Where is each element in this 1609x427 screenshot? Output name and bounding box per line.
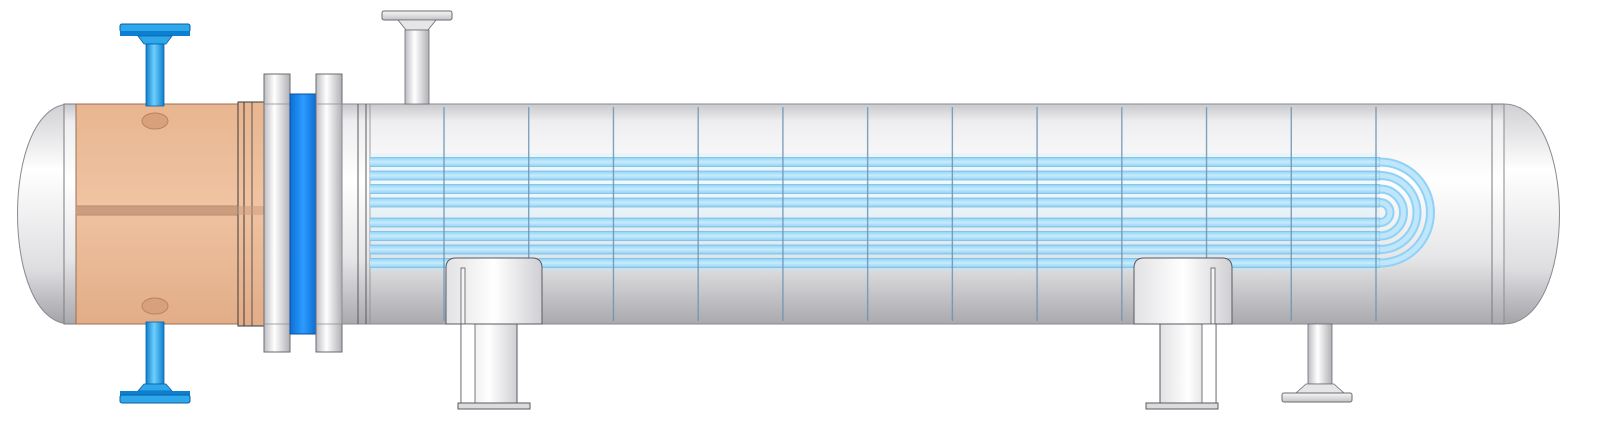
tube-lower (318, 245, 1380, 254)
saddle-support-left (446, 258, 542, 409)
channel-flange (264, 74, 290, 352)
tube-lower (318, 232, 1380, 241)
left-head (18, 104, 77, 324)
tubesheet (290, 94, 316, 334)
shell-flange (316, 74, 342, 352)
saddle-support-right (1134, 258, 1232, 409)
right-head (1492, 104, 1560, 324)
channel-section (76, 102, 264, 326)
tube-upper (318, 185, 1380, 194)
tube-upper (318, 158, 1380, 167)
tube-upper (318, 198, 1380, 207)
shell-inlet-nozzle-top (382, 11, 452, 104)
shell-outlet-nozzle-bottom (1282, 324, 1352, 402)
tube-lower (318, 218, 1380, 227)
tube-upper (318, 171, 1380, 180)
tube-bundle (318, 153, 1380, 272)
